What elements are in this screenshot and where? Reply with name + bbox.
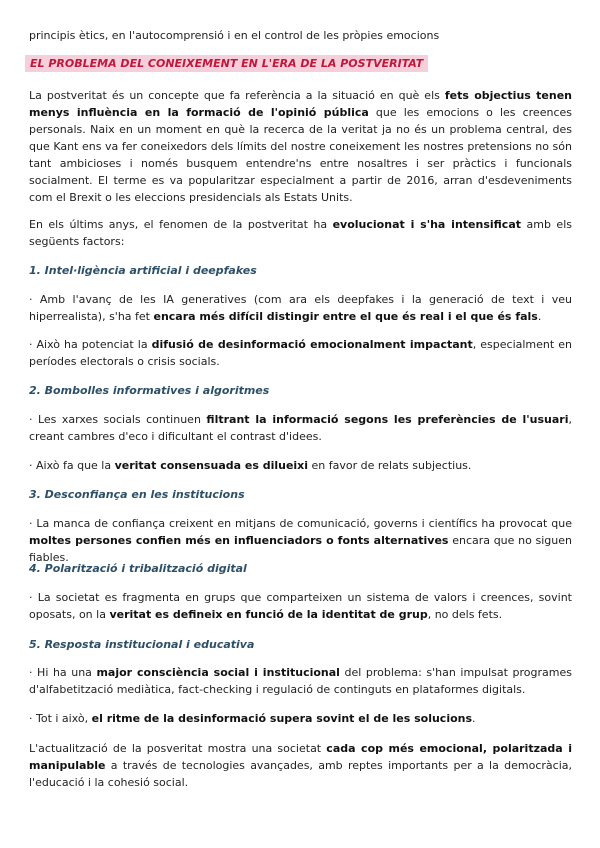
point-distrust-1: · La manca de confiança creixent en mitjans de comunicació, governs i científics ha provocat que moltes persones confien més en influenciadors o fonts alternatives encara que no siguen fiables. <box>29 517 573 564</box>
point-response-2: · Tot i això, el ritme de la desinformació supera sovint el de les solucions. <box>29 712 476 725</box>
paragraph-factors: En els últims anys, el fenomen de la postveritat ha evolucionat i s'ha intensificat amb els següents factors: <box>29 218 572 248</box>
heading-polarization: 4. Polarització i tribalització digital <box>29 562 247 575</box>
heading-institutional-response: 5. Resposta institucional i educativa <box>29 638 255 651</box>
heading-institutional-distrust: 3. Desconfiança en les institucions <box>29 488 245 501</box>
intro-line: principis ètics, en l'autocomprensió i en el control de les pròpies emocions <box>29 29 440 42</box>
point-bubbles-2: · Això fa que la veritat consensuada es dilueixi en favor de relats subjectius. <box>29 459 472 472</box>
heading-ai-deepfakes: 1. Intel·ligència artificial i deepfakes <box>29 264 257 277</box>
point-ai-2: · Això ha potenciat la difusió de desinformació emocionalment impactant, especialment en períodes electorals o crisis socials. <box>29 338 572 368</box>
paragraph-postveritat: La postveritat és un concepte que fa referència a la situació en què els fets objectius tenen menys influència en la formació de l'opinió pública que les emocions o les creences personals. Naix en un moment en què la recerca de la veritat ja no és un problema central, des que Kant ens va fer coneixedors dels límits del nostre coneixement les nostres pretensions no són tant ambicioses i només busquem entendre'ns entre nosaltres i ser pràctics i funcionals socialment. El terme es va popularitzar especialment a partir de 2016, arran d'esdeveniments com el Brexit o les eleccions presidencials als Estats Units. <box>29 89 572 204</box>
section-title: EL PROBLEMA DEL CONEIXEMENT EN L'ERA DE LA POSTVERITAT <box>25 55 428 72</box>
paragraph-conclusion: L'actualització de la posveritat mostra una societat cada cop més emocional, polaritzada i manipulable a través de tecnologies avançades, amb reptes importants per a la democràcia, l'educació i la cohesió social. <box>29 742 572 789</box>
heading-bubbles-algorithms: 2. Bombolles informatives i algoritmes <box>29 384 270 397</box>
point-bubbles-1: · Les xarxes socials continuen filtrant la informació segons les preferències de l'usuari, creant cambres d'eco i dificultant el contrast d'idees. <box>29 413 572 443</box>
point-response-1: · Hi ha una major consciència social i institucional del problema: s'han impulsat programes d'alfabetització mediàtica, fact-checking i regulació de continguts en plataformes digitals. <box>29 666 572 696</box>
point-polarization-1: · La societat es fragmenta en grups que comparteixen un sistema de valors i creences, sovint oposats, on la veritat es defineix en funció de la identitat de grup, no dels fets. <box>29 591 572 621</box>
point-ai-1: · Amb l'avanç de les IA generatives (com ara els deepfakes i la generació de text i veu hiperrealista), s'ha fet encara més difícil distingir entre el que és real i el que és fals. <box>29 293 572 323</box>
